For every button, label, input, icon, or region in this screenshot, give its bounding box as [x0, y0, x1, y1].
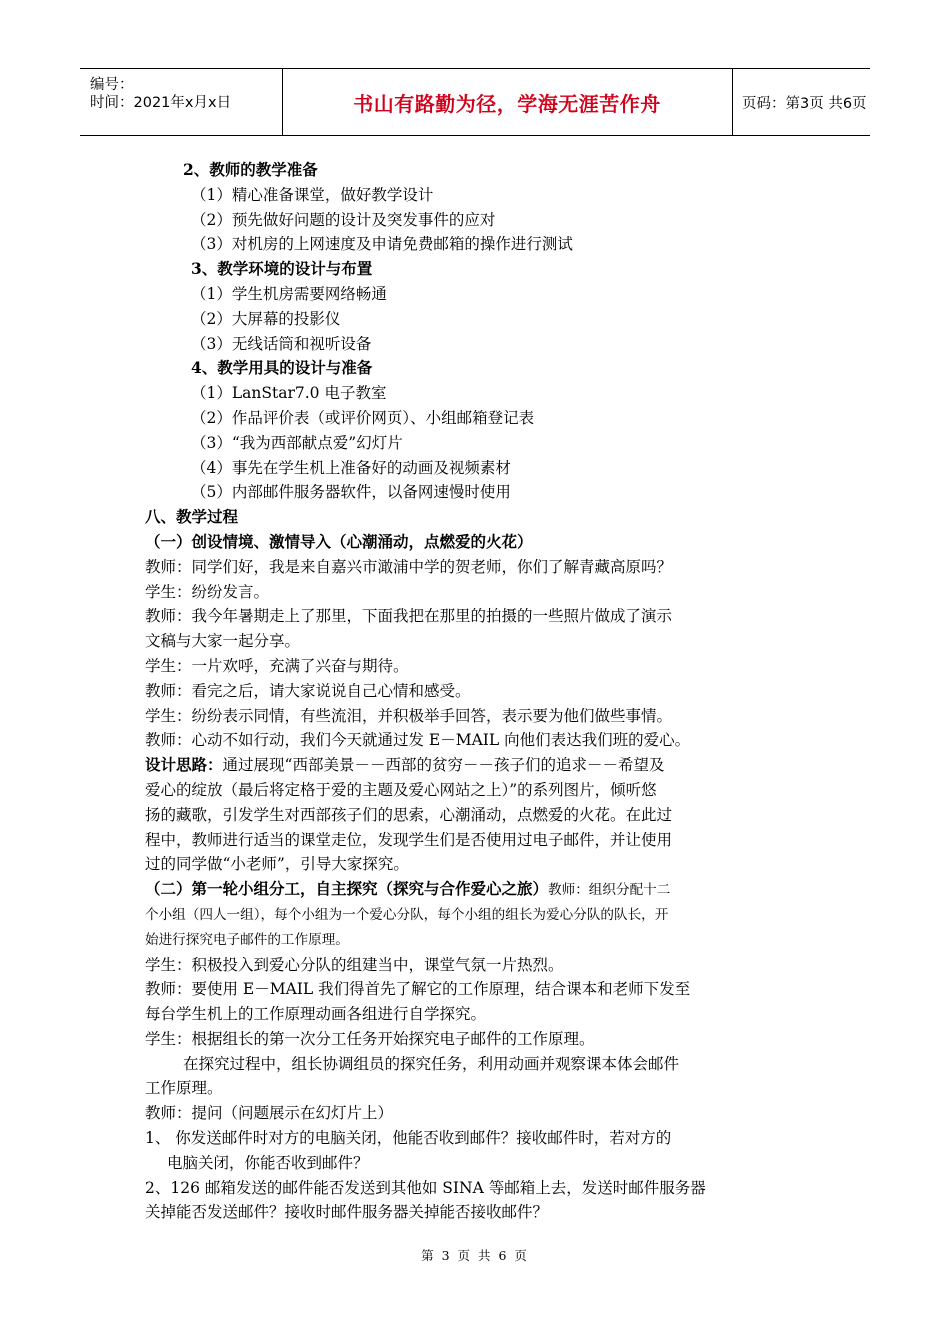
env-item: （2）大屏幕的投影仪 [191, 309, 341, 328]
dialogue-line: 学生：一片欢呼，充满了兴奋与期待。 [145, 656, 409, 675]
part2-small-line: 个小组（四人一组），每个小组为一个爱心分队，每个小组的组长为爱心分队的队长，开 [145, 906, 669, 923]
tools-item: （4）事先在学生机上准备好的动画及视频素材 [191, 458, 511, 477]
date-label: 时间：2021年x月x日 [90, 95, 232, 111]
header-page-cell [732, 69, 870, 135]
question-1-cont: 电脑关闭，你能否收到邮件？ [167, 1153, 369, 1172]
dialogue-line: 教师：要使用 E－MAIL 我们得首先了解它的工作原理，结合课本和老师下发至 [145, 980, 691, 999]
dialogue-line: 教师：心动不如行动，我们今天就通过发 E－MAIL 向他们表达我们班的爱心。 [145, 731, 691, 750]
part2-inline-text: 教师：组织分配十二 [548, 882, 671, 899]
prep-item: （2）预先做好问题的设计及突发事件的应对 [191, 210, 496, 229]
dialogue-line: 文稿与大家一起分享。 [145, 632, 301, 651]
tools-item: （1）LanStar7.0 电子教室 [191, 384, 387, 403]
section-heading-env: 3、教学环境的设计与布置 [191, 259, 373, 279]
question-2-cont: 关掉能否发送邮件？接收时邮件服务器关掉能否接收邮件？ [145, 1203, 549, 1222]
dialogue-line: 学生：纷纷发言。 [145, 582, 270, 601]
design-line: 扬的藏歌，引发学生对西部孩子们的思索，心潮涌动，点燃爱的火花。在此过 [145, 805, 673, 824]
design-label: 设计思路： [145, 755, 223, 775]
page-footer: 第 3 页 共 6 页 [421, 1248, 529, 1263]
document-body [145, 158, 815, 1225]
env-item: （1）学生机房需要网络畅通 [191, 284, 387, 303]
tools-item: （5）内部邮件服务器软件，以备网速慢时使用 [191, 483, 511, 502]
question-1: 1、 你发送邮件时对方的电脑关闭，他能否收到邮件？接收邮件时，若对方的 [145, 1129, 672, 1148]
number-label: 编号： [90, 77, 134, 93]
tools-item: （3）“我为西部献点爱”幻灯片 [191, 433, 403, 452]
design-line: 爱心的绽放（最后将定格于爱的主题及爱心网站之上）”的系列图片，倾听悠 [145, 780, 657, 799]
dialogue-line: 学生：根据组长的第一次分工任务开始探究电子邮件的工作原理。 [145, 1029, 595, 1048]
section-heading-tools: 4、教学用具的设计与准备 [191, 358, 373, 378]
page-header [80, 68, 870, 136]
dialogue-line: 教师：看完之后，请大家说说自己心情和感受。 [145, 681, 471, 700]
header-motto-cell [282, 69, 733, 135]
env-item: （3）无线话筒和视听设备 [191, 334, 372, 353]
section-heading-prep: 2、教师的教学准备 [183, 160, 318, 179]
question-2: 2、126 邮箱发送的邮件能否发送到其他如 SINA 等邮箱上去，发送时邮件服务器 [145, 1178, 706, 1197]
design-text: 通过展现“西部美景－－西部的贫穷－－孩子们的追求－－希望及 [222, 756, 665, 775]
prep-item: （1）精心准备课堂，做好教学设计 [191, 185, 434, 204]
design-line: 过的同学做“小老师”，引导大家探究。 [145, 855, 409, 874]
header-meta-cell [80, 69, 283, 135]
design-first-line [145, 753, 815, 778]
tools-item: （2）作品评价表（或评价网页）、小组邮箱登记表 [191, 408, 535, 427]
dialogue-line: 学生：纷纷表示同情，有些流泪，并积极举手回答，表示要为他们做些事情。 [145, 706, 673, 725]
section-heading-process: 八、教学过程 [145, 507, 239, 527]
part1-heading: （一）创设情境、激情导入（心潮涌动，点燃爱的火花） [145, 531, 533, 551]
dialogue-line: 教师：同学们好，我是来自嘉兴市澉浦中学的贺老师，你们了解青藏高原吗？ [145, 557, 673, 576]
prep-item: （3）对机房的上网速度及申请免费邮箱的操作进行测试 [191, 235, 573, 254]
question-intro: 教师：提问（问题展示在幻灯片上） [145, 1104, 394, 1123]
part2-heading: （二）第一轮小组分工，自主探究（探究与合作爱心之旅） [145, 879, 549, 899]
dialogue-line: 学生：积极投入到爱心分队的组建当中，课堂气氛一片热烈。 [145, 955, 564, 974]
explore-line: 在探究过程中，组长协调组员的探究任务，利用动画并观察课本体会邮件 [183, 1054, 680, 1073]
explore-line: 工作原理。 [145, 1079, 223, 1098]
part2-heading-line [145, 877, 815, 903]
dialogue-line: 每台学生机上的工作原理动画各组进行自学探究。 [145, 1005, 487, 1024]
design-line: 程中，教师进行适当的课堂走位，发现学生们是否使用过电子邮件，并让使用 [145, 830, 673, 849]
motto-text: 书山有路勤为径，学海无涯苦作舟 [353, 91, 661, 116]
dialogue-line: 教师：我今年暑期走上了那里，下面我把在那里的拍摄的一些照片做成了演示 [145, 607, 673, 626]
part2-small-line: 始进行探究电子邮件的工作原理。 [145, 931, 349, 948]
page-label: 页码：第3页 共6页 [742, 95, 867, 112]
